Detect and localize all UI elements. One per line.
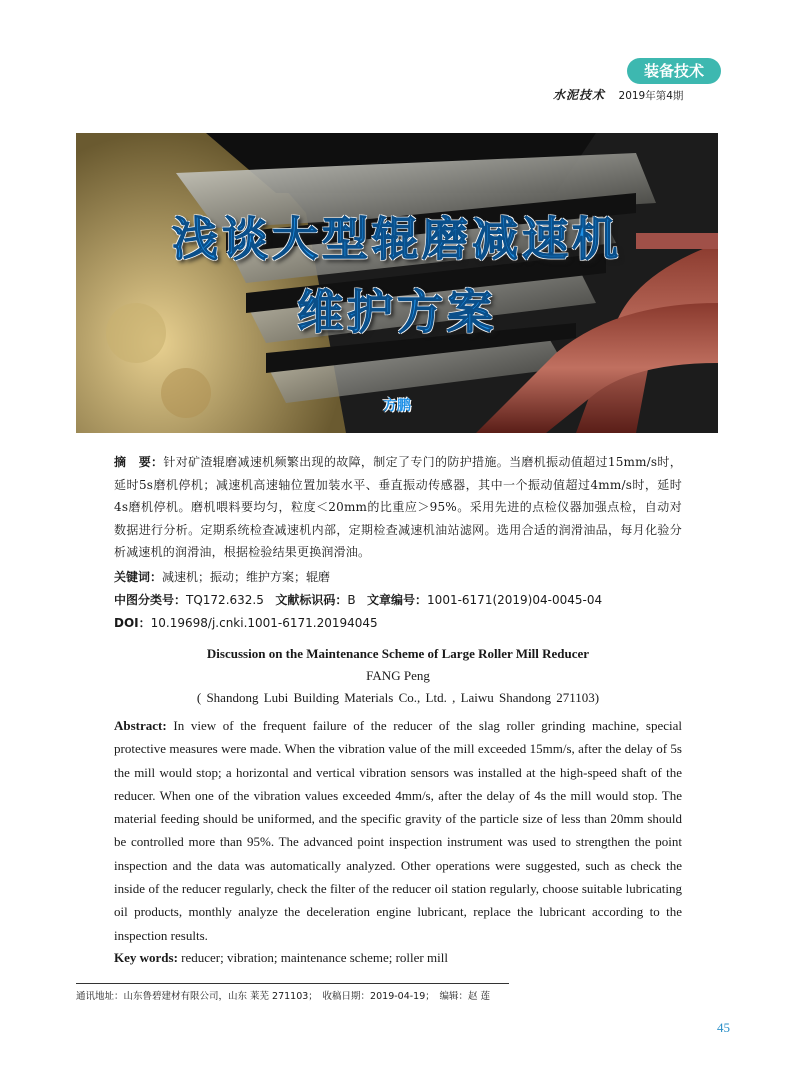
cn-article-value: 1001-6171(2019)04-0045-04 [427,593,603,607]
en-title: Discussion on the Maintenance Scheme of Large Roller Mill Reducer [206,646,590,661]
en-keywords-label: Key words: [114,950,178,965]
journal-issue: 2019年第4期 [618,90,684,102]
cn-classification [114,589,682,612]
cn-doc-label: 文献标识码： [275,593,348,607]
cn-doi-value: 10.19698/j.cnki.1001-6171.20194045 [150,616,378,630]
cn-abstract [114,451,682,564]
hero-image [76,133,718,433]
cn-article-label: 文章编号： [367,593,428,607]
cn-class-value: TQ172.632.5 [186,593,264,607]
footnote: 通讯地址：山东鲁碧建材有限公司，山东 莱芜 271103； 收稿日期：2019-04-19； 编辑：赵 莲 [76,991,491,1002]
en-abstract [114,714,682,947]
en-keywords [114,950,682,966]
en-abstract-text: In view of the frequent failure of the reducer of the slag roller grinding machine, special protective measures were made. When the vibration value of the mill exceeded 15mm/s, after the delay of 5s the mill would stop; a horizontal and vertical vibration sensors was installed at the high-speed shaft of the reducer. When one of the vibration values exceeded 4mm/s, after the delay of 4s the mill would stop. The material feeding should be uniformed, and the specific gravity of the particle size of less than 20mm should be controlled more than 95%. The advanced point inspection instrument was used to strengthen the point inspection and the data was automatically analyzed. Other operations were suggested, such as check the inside of the reducer regularly, check the filter of the reducer oil station regularly, choose suitable lubricating oil products, monthly analyze the deceleration engine lubricant, replace the lubricant according to the inspection results. [114,718,682,943]
cn-doc-value: B [347,593,356,607]
cn-keywords-text: 减速机；振动；维护方案；辊磨 [162,570,331,584]
en-keywords-text: reducer; vibration; maintenance scheme; roller mill [181,950,448,965]
article-title-line1: 浅谈大型辊磨减速机 [172,212,622,266]
journal-name: 水泥技术 [553,88,606,102]
cn-keywords [114,566,682,589]
article-title-line2: 维护方案 [297,285,497,339]
cn-abstract-label: 摘 要： [114,455,164,469]
en-author: FANG Peng [366,668,430,683]
section-badge: 装备技术 [627,58,721,84]
article-author: 方鹏 [383,398,411,414]
cn-class-label: 中图分类号： [114,593,187,607]
cn-keywords-label: 关键词： [114,570,163,584]
en-abstract-label: Abstract: [114,718,167,733]
page-number: 45 [717,1020,730,1035]
journal-header [553,86,723,104]
cn-doi-label: DOI： [114,616,151,630]
cn-doi [114,612,682,635]
cn-abstract-text: 针对矿渣辊磨减速机频繁出现的故障，制定了专门的防护措施。当磨机振动值超过15mm/s时，延时5s磨机停机；减速机高速轴位置加装水平、垂直振动传感器，其中一个振动值超过4mm/s时，延时4s磨机停机。磨机喂料要均匀，粒度＜20mm的比重应＞95%。采用先进的点检仪器加强点检，自动对数据进行分析。定期系统检查减速机内部，定期检查减速机油站滤网。选用合适的润滑油品，每月化验分析减速机的润滑油，根据检验结果更换润滑油。 [114,455,682,559]
footnote-divider [76,983,509,984]
en-affiliation: ( Shandong Lubi Building Materials Co., Ltd. , Laiwu Shandong 271103) [196,690,600,705]
